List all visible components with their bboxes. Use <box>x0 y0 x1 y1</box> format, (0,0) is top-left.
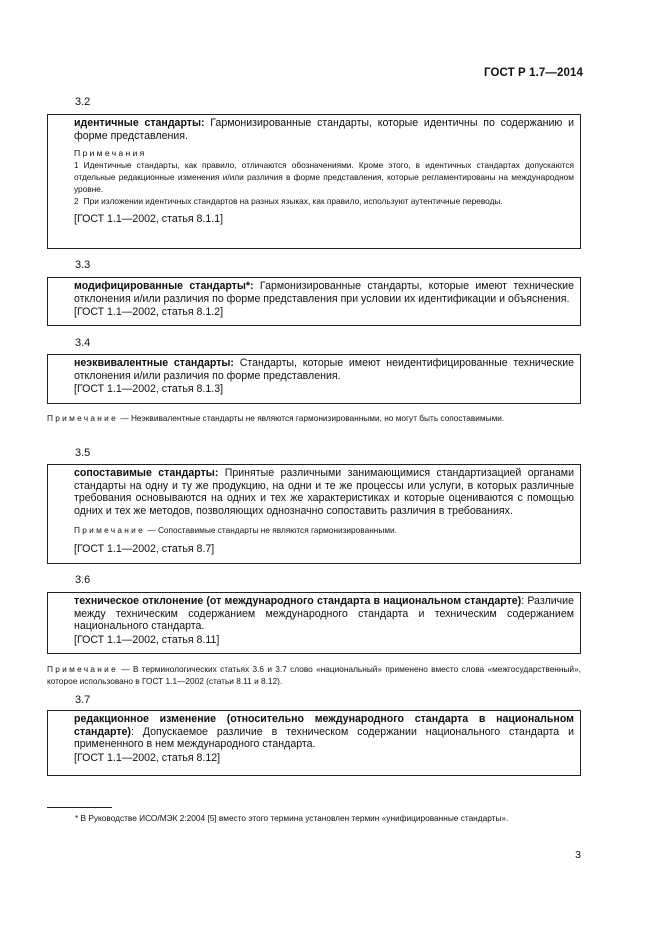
term-box-3-5 <box>47 464 581 564</box>
entry-number: 3.2 <box>75 96 91 108</box>
entry-number: 3.7 <box>75 694 91 706</box>
source-reference: [ГОСТ 1.1—2002, статья 8.11] <box>74 633 220 646</box>
entry-number: 3.4 <box>75 337 91 349</box>
definition <box>74 280 574 305</box>
page-number: 3 <box>575 849 581 861</box>
definition-text: : Различие между техническим содержанием международного стандарта и техническим содержанием национального стандарта. <box>74 595 574 633</box>
source-reference: [ГОСТ 1.1—2002, статья 8.1.3] <box>74 383 224 396</box>
term-box-3-4 <box>47 354 581 404</box>
note-3-4: Примечание — Неэквивалентные стандарты не являются гармонизированными, но могут быть сопоставимыми. <box>47 413 505 423</box>
document-code-header: ГОСТ Р 1.7—2014 <box>484 67 583 79</box>
term: редакционное изменение (относительно международного стандарта в национальном стандарте) <box>74 713 574 738</box>
source-reference: [ГОСТ 1.1—2002, статья 8.1.1] <box>74 213 224 226</box>
note-2: 2 При изложении идентичных стандартов на разных языках, как правило, используют аутентичные переводы. <box>74 196 503 207</box>
notes-heading: Примечания <box>74 148 147 159</box>
term-box-3-6 <box>47 592 581 654</box>
definition <box>74 595 574 633</box>
source-reference: [ГОСТ 1.1—2002, статья 8.1.2] <box>74 306 224 319</box>
definition-text: Стандарты, которые имеют неидентифицированные технические отклонения и/или различия по форме представления. <box>74 357 574 382</box>
term: неэквивалентные стандарты: <box>74 357 234 369</box>
definition-text: Гармонизированные стандарты, которые имеют технические отклонения и/или различия по форме представления при условии их идентификации и объяснения. <box>74 280 574 305</box>
term: модифицированные стандарты*: <box>74 280 254 292</box>
footnote: * В Руководстве ИСО/МЭК 2:2004 [5] вместо этого термина установлен термин «унифицированные стандарты». <box>75 813 509 823</box>
term: идентичные стандарты: <box>74 117 205 129</box>
term: сопоставимые стандарты: <box>74 467 219 479</box>
term-box-3-3 <box>47 277 581 326</box>
note-1: 1 Идентичные стандарты, как правило, отличаются обозначениями. Кроме этого, в идентичных стандартах допускаются отдельные редакционные изменения и/или различия в форме представления, которые регламентированы на международном уровне. <box>74 160 574 195</box>
definition <box>74 467 574 517</box>
source-reference: [ГОСТ 1.1—2002, статья 8.12] <box>74 751 221 764</box>
definition-text: : Допускаемое различие в техническом содержании национального стандарта и примененного в нем международного стандарта. <box>74 725 574 751</box>
definition <box>74 117 574 142</box>
inner-note: Примечание — Сопоставимые стандарты не являются гармонизированными. <box>74 525 397 536</box>
term-box-3-7 <box>47 710 581 776</box>
entry-number: 3.5 <box>75 447 91 459</box>
definition-text: Гармонизированные стандарты, которые идентичны по содержанию и форме представления. <box>74 117 574 142</box>
entry-number: 3.3 <box>75 259 91 271</box>
source-reference: [ГОСТ 1.1—2002, статья 8.7] <box>74 543 215 556</box>
definition <box>74 713 574 751</box>
note-3-6: Примечание — В терминологических статьях 3.6 и 3.7 слово «национальный» применено вместо слова «межгосударственный», которое использовано в ГОСТ 1.1—2002 (статьи 8.11 и 8.12). <box>47 664 581 687</box>
definition-text: Принятые различными занимающимися стандартизацией органами стандарты на одну и ту же продукцию, на одни и те же процессы или услуги, в которых различные требования основываются на одних и тех же характеристиках и которые оцениваются с помощью одних и тех же методов, позволяющих однозначно сопоставить различия в требованиях. <box>74 467 575 517</box>
term: техническое отклонение (от международного стандарта в национальном стандарте) <box>74 595 522 607</box>
entry-number: 3.6 <box>75 574 91 586</box>
definition <box>74 357 574 382</box>
term-box-3-2 <box>47 114 581 249</box>
footnote-separator <box>47 807 112 808</box>
